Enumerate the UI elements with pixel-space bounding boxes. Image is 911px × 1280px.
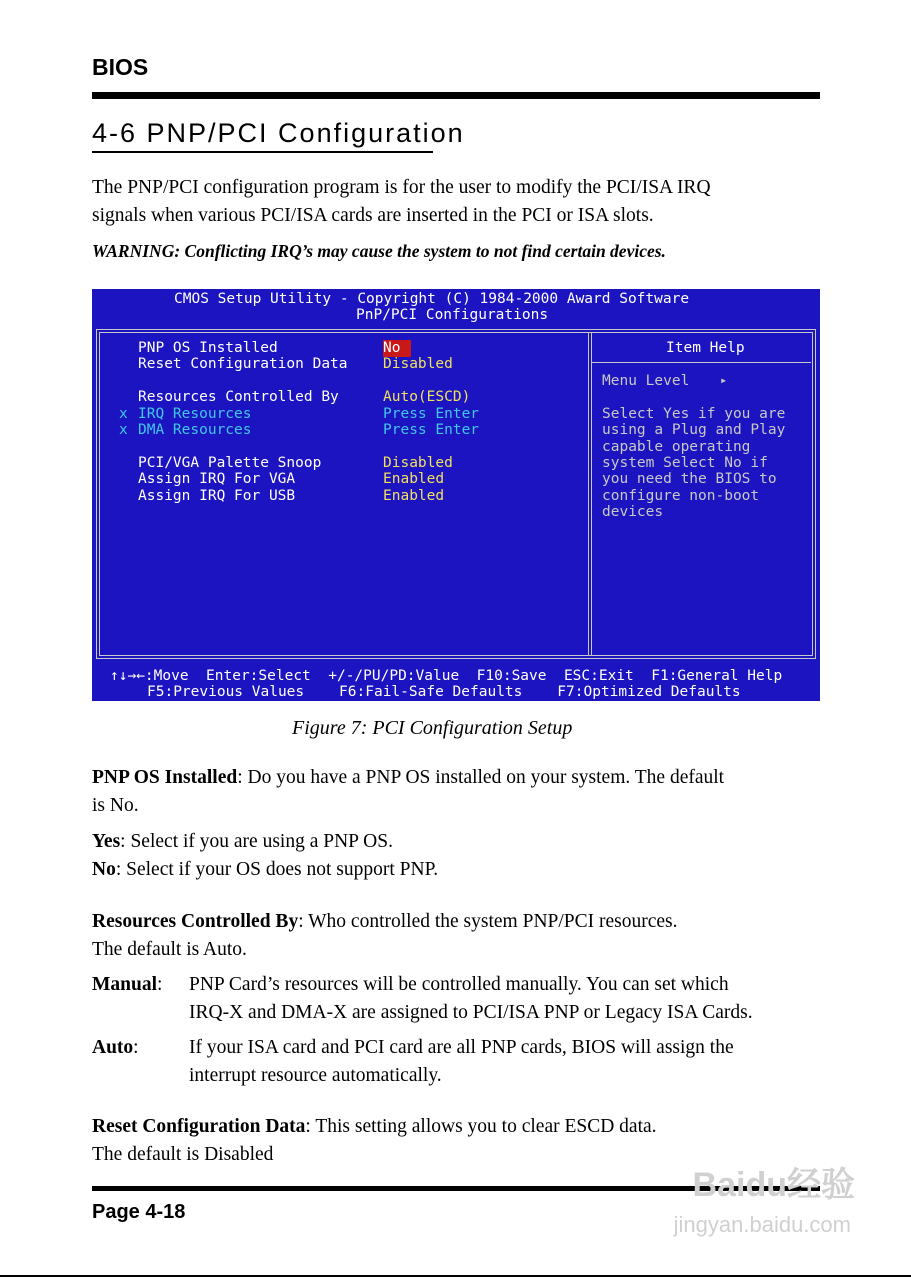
auto-desc [189, 1034, 829, 1090]
pnp-text: : Do you have a PNP OS installed on your system. The default [237, 767, 725, 788]
no-term: No [92, 859, 116, 880]
bios-help-line: you need the BIOS to [602, 471, 777, 487]
bios-item-value[interactable]: Disabled [383, 455, 453, 471]
pnp-yes-row [92, 828, 822, 856]
reset-term: Reset Configuration Data [92, 1116, 306, 1137]
bios-item-value-selected[interactable]: No [383, 340, 411, 357]
no-text: : Select if your OS does not support PNP. [115, 859, 439, 880]
bios-item-value[interactable]: Disabled [383, 356, 453, 372]
intro-line-1: The PNP/PCI configuration program is for the user to modify the PCI/ISA IRQ [92, 177, 711, 198]
bios-item-label[interactable]: Assign IRQ For VGA [138, 471, 296, 487]
auto-desc-line-1: If your ISA card and PCI card are all PNP cards, BIOS will assign the [189, 1037, 734, 1058]
yes-text: : Select if you are using a PNP OS. [120, 831, 393, 852]
section-title-underline [92, 151, 433, 153]
resources-paragraph-2: The default is Auto. [92, 939, 247, 960]
header-rule [92, 92, 820, 99]
menu-level-arrow-icon: ▸ [720, 373, 728, 387]
bios-item-value-disabled: Press Enter [383, 422, 480, 438]
manual-term: Manual: [92, 974, 163, 995]
bios-help-line: Select Yes if you are [602, 406, 786, 422]
running-header: BIOS [92, 54, 149, 80]
bios-item-disabled-marker: x [119, 422, 128, 438]
warning-text: WARNING: Conflicting IRQ’s may cause the system to not find certain devices. [92, 241, 666, 261]
bios-screen [92, 289, 820, 701]
bios-key-help-line-2: F5:Previous Values F6:Fail-Safe Defaults F7:Optimized Defaults [147, 684, 741, 700]
watermark-logo: Baidu经验 [692, 1166, 855, 1204]
bios-item-label[interactable]: PCI/VGA Palette Snoop [138, 455, 322, 471]
resources-term: Resources Controlled By [92, 911, 299, 932]
page-bottom-edge [0, 1275, 911, 1277]
bios-title-line-1: CMOS Setup Utility - Copyright (C) 1984-2000 Award Software [174, 291, 690, 307]
bios-item-value[interactable]: Enabled [383, 488, 445, 504]
reset-paragraph [92, 1113, 822, 1141]
bios-item-value[interactable]: Enabled [383, 471, 445, 487]
pnp-term: PNP OS Installed [92, 767, 238, 788]
bios-item-value-disabled: Press Enter [383, 406, 480, 422]
pnp-no-row [92, 856, 822, 884]
resources-paragraph [92, 908, 822, 936]
bios-title-line-2: PnP/PCI Configurations [356, 307, 549, 323]
bios-item-disabled-marker: x [119, 406, 128, 422]
bios-item-label[interactable]: Resources Controlled By [138, 389, 339, 405]
bios-item-label[interactable]: Reset Configuration Data [138, 356, 348, 372]
bios-item-label[interactable]: Assign IRQ For USB [138, 488, 296, 504]
bios-key-help-line-1: ↑↓→←:Move Enter:Select +/-/PU/PD:Value F10:Save ESC:Exit F1:General Help [110, 668, 783, 684]
page-number: Page 4-18 [92, 1201, 186, 1223]
auto-definition [92, 1034, 822, 1090]
pnp-paragraph [92, 764, 822, 792]
reset-text: : This setting allows you to clear ESCD data. [305, 1116, 657, 1137]
figure-caption: Figure 7: PCI Configuration Setup [292, 717, 573, 739]
auto-term: Auto: [92, 1037, 139, 1058]
bios-help-line: using a Plug and Play [602, 422, 786, 438]
bios-help-line: configure non-boot [602, 488, 760, 504]
bios-item-label-disabled: DMA Resources [138, 422, 252, 438]
bios-item-value[interactable]: Auto(ESCD) [383, 389, 471, 405]
manual-definition [92, 971, 822, 1027]
intro-line-2: signals when various PCI/ISA cards are inserted in the PCI or ISA slots. [92, 205, 654, 226]
bios-menu-level: Menu Level [602, 373, 690, 389]
watermark-url: jingyan.baidu.com [673, 1212, 851, 1237]
bios-help-divider-2 [591, 332, 592, 656]
reset-paragraph-2: The default is Disabled [92, 1144, 274, 1165]
manual-desc-line-2: IRQ-X and DMA-X are assigned to PCI/ISA PNP or Legacy ISA Cards. [189, 1002, 753, 1023]
bios-help-line: system Select No if [602, 455, 768, 471]
resources-text: : Who controlled the system PNP/PCI resources. [298, 911, 678, 932]
manual-desc-line-1: PNP Card’s resources will be controlled manually. You can set which [189, 974, 729, 995]
bios-help-line: capable operating [602, 439, 751, 455]
yes-term: Yes [92, 831, 121, 852]
section-title: 4-6 PNP/PCI Configuration [92, 118, 465, 148]
pnp-paragraph-2: is No. [92, 795, 139, 816]
bios-item-label-disabled: IRQ Resources [138, 406, 252, 422]
bios-item-label[interactable]: PNP OS Installed [138, 340, 278, 356]
bios-help-divider [588, 332, 589, 656]
bios-help-title: Item Help [666, 340, 745, 356]
bios-help-line: devices [602, 504, 664, 520]
bios-help-title-rule [591, 362, 811, 363]
auto-desc-line-2: interrupt resource automatically. [189, 1065, 442, 1086]
manual-desc [189, 971, 829, 1027]
